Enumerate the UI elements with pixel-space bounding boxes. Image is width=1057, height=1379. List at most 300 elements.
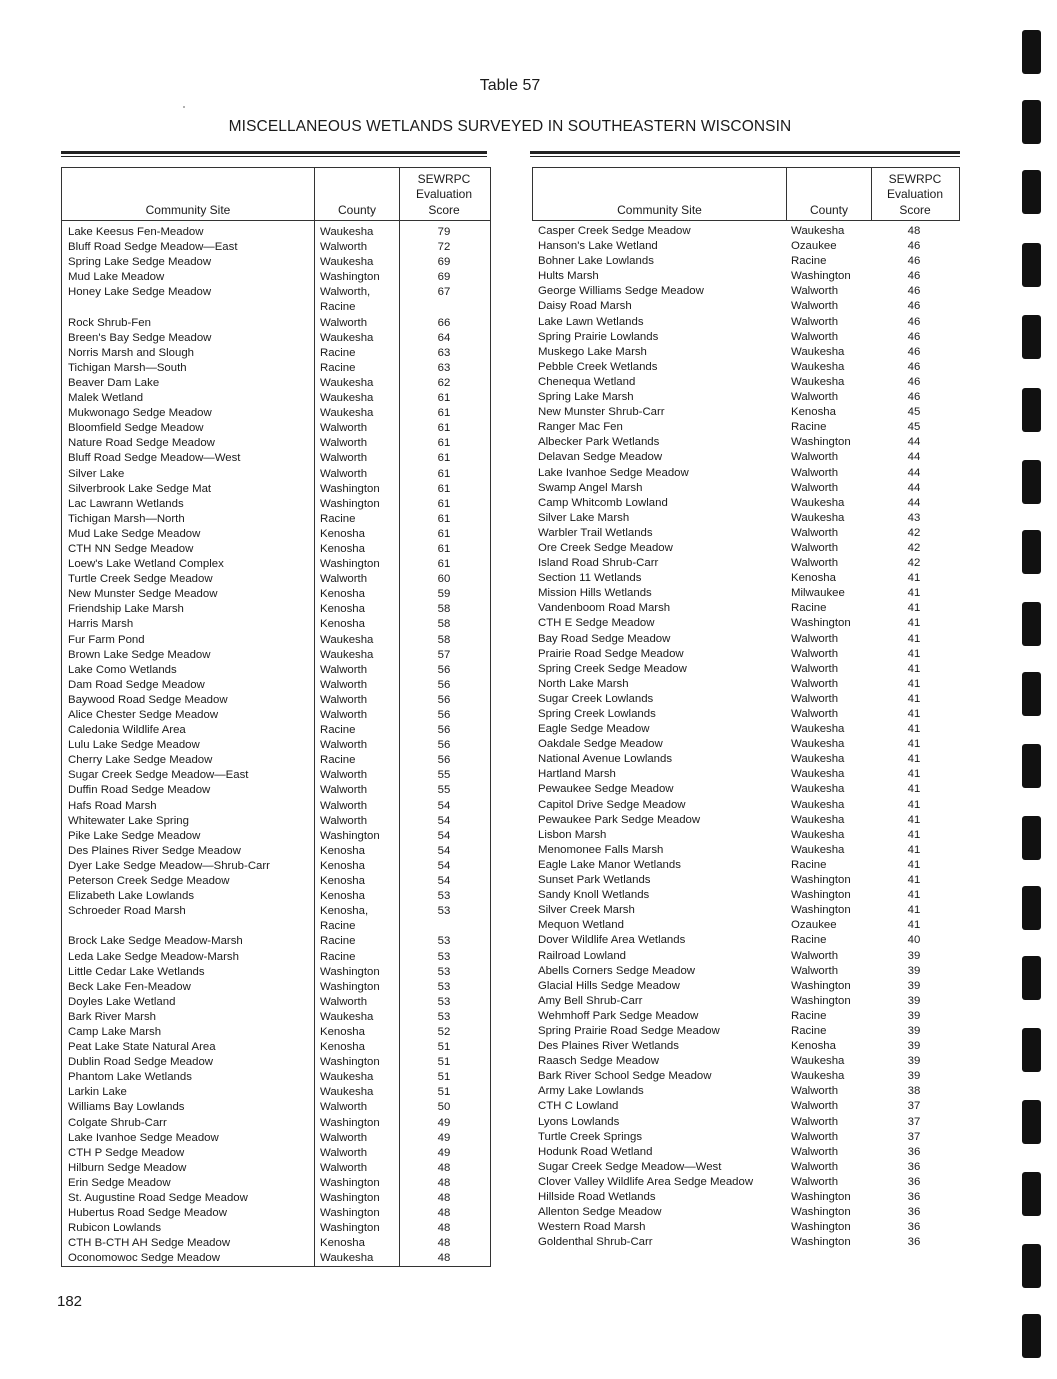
table-row: [62, 376, 490, 391]
table-row: [62, 587, 490, 602]
score-cell: 44: [907, 496, 921, 509]
score-cell: 48: [437, 1222, 451, 1235]
table-row: [62, 1251, 490, 1266]
score-cell: 56: [437, 663, 451, 676]
table-subtitle: MISCELLANEOUS WETLANDS SURVEYED IN SOUTHEASTERN WISCONSIN: [228, 118, 792, 135]
score-cell: 51: [437, 1071, 451, 1084]
county-cell: Washington: [791, 617, 851, 630]
county-cell: Waukesha: [791, 496, 845, 509]
table-row: [532, 632, 960, 647]
table-row: [62, 482, 490, 497]
score-cell: 61: [437, 422, 451, 435]
table-row: [532, 224, 960, 239]
right-col-divider-2: [871, 168, 872, 220]
county-cell: Waukesha: [791, 345, 845, 358]
binding-mark: [1022, 816, 1041, 860]
score-cell: 41: [907, 632, 921, 645]
site-cell: Menomonee Falls Marsh: [538, 843, 664, 856]
right-table-body: [532, 224, 960, 1250]
site-cell: St. Augustine Road Sedge Meadow: [68, 1192, 248, 1204]
score-cell: 61: [437, 452, 451, 465]
table-row: [532, 1130, 960, 1145]
county-cell: Walworth: [791, 557, 839, 570]
table-row: [532, 466, 960, 481]
score-cell: 61: [437, 482, 451, 495]
county-cell: Walworth: [320, 739, 368, 752]
score-cell: 61: [437, 392, 451, 405]
site-cell: Raasch Sedge Meadow: [538, 1055, 659, 1068]
score-cell: 61: [437, 542, 451, 555]
county-cell: Washington: [320, 497, 380, 510]
header-county: County: [809, 202, 849, 217]
county-cell: Waukesha: [320, 648, 374, 661]
county-cell: Kenosha: [320, 1025, 365, 1038]
site-cell: Silver Creek Marsh: [538, 904, 635, 917]
score-cell: 41: [907, 708, 921, 720]
site-cell: Lake Como Wetlands: [68, 663, 177, 676]
site-cell: Amy Bell Shrub-Carr: [538, 994, 643, 1007]
county-cell: Walworth: [791, 1130, 839, 1143]
table-row: [532, 299, 960, 314]
table-row: [532, 1205, 960, 1220]
county-cell: Ozaukee: [791, 919, 837, 932]
table-row: [532, 435, 960, 450]
score-cell: 41: [907, 647, 921, 660]
county-cell: Walworth: [320, 799, 368, 812]
county-cell: Walworth: [791, 708, 839, 720]
table-row: [62, 391, 490, 406]
county-cell: Washington: [320, 1056, 380, 1069]
county-cell: Walworth: [791, 541, 839, 554]
site-cell: Honey Lake Sedge Meadow: [68, 286, 212, 299]
score-cell: 61: [437, 497, 451, 510]
site-cell: Bark River School Sedge Meadow: [538, 1070, 712, 1083]
table-row: [62, 889, 490, 904]
table-row: [62, 1116, 490, 1131]
score-cell: 41: [907, 843, 921, 856]
county-cell: Waukesha: [791, 798, 845, 811]
table-row: [532, 722, 960, 737]
county-cell: Washington: [791, 874, 851, 887]
table-row: [532, 949, 960, 964]
score-cell: 41: [907, 889, 921, 902]
table-row: [62, 527, 490, 542]
score-cell: 44: [907, 481, 921, 494]
table-row: [62, 904, 490, 919]
table-row: [532, 1054, 960, 1069]
site-cell: Clover Valley Wildlife Area Sedge Meadow: [538, 1175, 754, 1188]
site-cell: Lac Lawrann Wetlands: [68, 497, 184, 510]
score-cell: 36: [907, 1236, 921, 1249]
score-cell: 48: [907, 225, 921, 237]
county-cell: Waukesha: [791, 843, 845, 856]
page-number: 182: [57, 1293, 83, 1310]
table-row: [62, 874, 490, 889]
table-row: [62, 436, 490, 451]
site-cell: Bay Road Sedge Meadow: [538, 632, 671, 645]
table-row: [532, 813, 960, 828]
table-row: [532, 888, 960, 903]
site-cell: Hillside Road Wetlands: [538, 1191, 656, 1203]
county-cell: Racine: [791, 255, 827, 268]
site-cell: Doyles Lake Wetland: [68, 995, 176, 1008]
site-cell: Peat Lake State Natural Area: [68, 1041, 216, 1054]
site-cell: Capitol Drive Sedge Meadow: [538, 798, 686, 811]
county-cell: Racine: [791, 602, 827, 615]
right-top-rule-thin: [530, 156, 960, 157]
score-cell: 56: [437, 693, 451, 706]
site-cell: Prairie Road Sedge Meadow: [538, 647, 684, 660]
score-cell: 46: [907, 391, 921, 404]
county-cell: Walworth: [320, 1161, 368, 1174]
site-cell: Hafs Road Marsh: [68, 799, 157, 812]
county-cell: Waukesha: [791, 360, 845, 373]
score-cell: 46: [907, 360, 921, 373]
binding-mark: [1022, 956, 1041, 1000]
county-cell: Walworth: [320, 1146, 368, 1159]
score-cell: 41: [907, 723, 921, 736]
table-row: [532, 556, 960, 571]
table-row: [532, 496, 960, 511]
score-cell: 46: [907, 345, 921, 358]
site-cell: Pewaukee Park Sedge Meadow: [538, 813, 701, 826]
county-cell: Waukesha: [320, 376, 374, 389]
score-cell: 48: [437, 1161, 451, 1174]
score-cell: 41: [907, 692, 921, 705]
score-cell: 41: [907, 783, 921, 796]
site-cell: Section 11 Wetlands: [538, 572, 642, 585]
table-row: [62, 844, 490, 859]
table-row: [62, 934, 490, 949]
table-row: [532, 254, 960, 269]
table-row: [532, 526, 960, 541]
site-cell: Mequon Wetland: [538, 919, 624, 932]
score-cell: 61: [437, 407, 451, 420]
county-cell: Racine: [791, 858, 827, 871]
score-cell: 46: [907, 315, 921, 328]
county-cell: Walworth: [791, 481, 839, 494]
site-cell: New Munster Shrub-Carr: [538, 406, 665, 419]
county-cell: Walworth: [791, 692, 839, 705]
table-row: [532, 767, 960, 782]
table-row: [532, 1235, 960, 1250]
site-cell: Hodunk Road Wetland: [538, 1145, 653, 1158]
score-cell: 39: [907, 949, 921, 962]
table-row: [62, 1085, 490, 1100]
site-cell: Lake Ivanhoe Sedge Meadow: [68, 1131, 219, 1144]
county-cell: Waukesha: [791, 828, 845, 841]
county-cell: Waukesha: [320, 633, 374, 646]
site-cell: Albecker Park Wetlands: [538, 436, 660, 449]
county-cell: Walworth: [791, 662, 839, 675]
site-cell: Oakdale Sedge Meadow: [538, 738, 663, 751]
county-cell: Racine: [320, 346, 356, 359]
score-cell: 39: [907, 1009, 921, 1022]
county-cell: Kenosha,: [320, 905, 369, 918]
table-row: [62, 1191, 490, 1206]
site-cell: Eagle Lake Manor Wetlands: [538, 858, 681, 871]
score-cell: 39: [907, 1024, 921, 1037]
county-cell: Kenosha: [320, 603, 365, 616]
county-cell: Kenosha: [320, 859, 365, 872]
site-cell: National Avenue Lowlands: [538, 753, 673, 766]
county-cell: Walworth: [320, 316, 368, 329]
score-cell: 56: [437, 678, 451, 691]
county-cell: Washington: [320, 1207, 380, 1220]
site-cell: George Williams Sedge Meadow: [538, 285, 704, 298]
score-cell: 72: [437, 241, 451, 254]
table-row: [532, 1175, 960, 1190]
table-row: [62, 738, 490, 753]
binding-mark: [1022, 602, 1041, 646]
score-cell: 45: [907, 421, 921, 434]
site-cell: Larkin Lake: [68, 1086, 127, 1099]
score-cell: 58: [437, 633, 451, 646]
binding-mark: [1022, 672, 1041, 716]
site-cell: Bloomfield Sedge Meadow: [68, 422, 204, 435]
county-cell: Kenosha: [320, 588, 365, 601]
binding-mark: [1022, 1100, 1041, 1144]
site-cell: Spring Lake Sedge Meadow: [68, 256, 212, 269]
score-cell: 41: [907, 572, 921, 585]
right-col-divider-1: [786, 168, 787, 220]
table-row: [62, 919, 490, 934]
county-cell: Racine: [320, 935, 356, 948]
site-cell: Rubicon Lowlands: [68, 1222, 162, 1235]
table-row: [532, 1145, 960, 1160]
table-row: [532, 1009, 960, 1024]
county-cell: Kenosha: [320, 1237, 365, 1250]
county-cell: Walworth: [320, 573, 368, 586]
site-cell: Silver Lake: [68, 467, 125, 480]
site-cell: Spring Prairie Road Sedge Meadow: [538, 1024, 720, 1037]
score-cell: 54: [437, 799, 451, 812]
table-row: [62, 950, 490, 965]
table-row: [532, 315, 960, 330]
table-row: [532, 1099, 960, 1114]
county-cell: Washington: [320, 1192, 380, 1204]
score-cell: 36: [907, 1175, 921, 1188]
score-cell: 57: [437, 648, 451, 661]
county-cell: Walworth: [791, 300, 839, 313]
county-cell: Kenosha: [320, 875, 365, 888]
site-cell: Mud Lake Sedge Meadow: [68, 527, 201, 540]
score-cell: 53: [437, 1010, 451, 1023]
score-cell: 63: [437, 346, 451, 359]
score-cell: 41: [907, 602, 921, 615]
score-cell: 48: [437, 1176, 451, 1189]
score-cell: 42: [907, 557, 921, 570]
site-cell: Pike Lake Sedge Meadow: [68, 829, 201, 842]
site-cell: Sugar Creek Lowlands: [538, 692, 654, 705]
table-row: [62, 633, 490, 648]
site-cell: Harris Marsh: [68, 618, 134, 631]
county-cell: Kenosha: [791, 572, 836, 585]
county-cell: Washington: [320, 965, 380, 978]
county-cell: Walworth: [320, 678, 368, 691]
score-cell: 54: [437, 859, 451, 872]
site-cell: Camp Whitcomb Lowland: [538, 496, 668, 509]
table-row: [532, 782, 960, 797]
table-row: [532, 1190, 960, 1205]
county-cell: Washington: [791, 904, 851, 917]
table-row: [62, 753, 490, 768]
score-cell: 36: [907, 1160, 921, 1173]
table-row: [532, 616, 960, 631]
score-cell: 44: [907, 451, 921, 464]
table-row: [62, 300, 490, 315]
site-cell: Nature Road Sedge Meadow: [68, 437, 215, 450]
table-row: [62, 995, 490, 1010]
score-cell: 66: [437, 316, 451, 329]
table-row: [62, 406, 490, 421]
table-row: [62, 859, 490, 874]
binding-mark: [1022, 1028, 1041, 1072]
table-row: [532, 918, 960, 933]
header-community-site: Community Site: [617, 202, 702, 217]
site-cell: Muskego Lake Marsh: [538, 345, 647, 358]
site-cell: Daisy Road Marsh: [538, 300, 632, 313]
county-cell: Waukesha: [791, 813, 845, 826]
score-cell: 41: [907, 919, 921, 932]
county-cell: Walworth: [791, 1160, 839, 1173]
county-cell: Racine: [791, 1009, 827, 1022]
table-row: [532, 601, 960, 616]
county-cell: Waukesha: [320, 1071, 374, 1084]
county-cell: Racine: [320, 754, 356, 767]
table-row: [532, 1115, 960, 1130]
site-cell: Loew's Lake Wetland Complex: [68, 558, 224, 571]
site-cell: Brock Lake Sedge Meadow-Marsh: [68, 935, 243, 948]
site-cell: Breen's Bay Sedge Meadow: [68, 331, 212, 344]
score-cell: 56: [437, 709, 451, 721]
site-cell: Sugar Creek Sedge Meadow—East: [68, 769, 249, 782]
site-cell: Brown Lake Sedge Meadow: [68, 648, 211, 661]
county-cell: Walworth: [320, 452, 368, 465]
site-cell: Mission Hills Wetlands: [538, 587, 652, 600]
score-cell: 54: [437, 814, 451, 827]
table-row: [62, 1100, 490, 1115]
site-cell: Silverbrook Lake Sedge Mat: [68, 482, 212, 495]
table-row: [532, 586, 960, 601]
county-cell: Racine: [791, 421, 827, 434]
table-row: [62, 1025, 490, 1040]
table-row: [62, 542, 490, 557]
county-cell: Washington: [320, 1176, 380, 1189]
binding-mark: [1022, 1244, 1041, 1288]
site-cell: Spring Prairie Lowlands: [538, 330, 659, 343]
score-cell: 39: [907, 1040, 921, 1053]
site-cell: Little Cedar Lake Wetlands: [68, 965, 205, 978]
county-cell: Walworth: [791, 1085, 839, 1098]
binding-mark: [1022, 30, 1041, 74]
table-row: [532, 964, 960, 979]
score-cell: 41: [907, 904, 921, 917]
score-cell: 41: [907, 587, 921, 600]
table-row: [62, 1040, 490, 1055]
table-row: [532, 873, 960, 888]
table-row: [532, 979, 960, 994]
score-cell: 56: [437, 754, 451, 767]
site-cell: Des Plaines River Wetlands: [538, 1040, 679, 1053]
right-table-header: [533, 168, 959, 221]
county-cell: Walworth: [791, 949, 839, 962]
county-cell: Walworth: [791, 526, 839, 539]
binding-mark: [1022, 170, 1041, 214]
county-cell: Kenosha: [320, 890, 365, 903]
county-cell: Washington: [791, 979, 851, 992]
table-row: [532, 511, 960, 526]
county-cell: Walworth: [320, 663, 368, 676]
table-row: [62, 331, 490, 346]
county-cell: Milwaukee: [791, 587, 845, 600]
county-cell: Walworth: [791, 466, 839, 479]
score-cell: 42: [907, 526, 921, 539]
table-row: [532, 345, 960, 360]
county-cell: Waukesha: [320, 256, 374, 269]
county-cell: Walworth,: [320, 286, 371, 299]
county-cell: Walworth: [320, 814, 368, 827]
site-cell: Camp Lake Marsh: [68, 1025, 162, 1038]
score-cell: 43: [907, 511, 921, 524]
score-cell: 55: [437, 784, 451, 797]
score-cell: 61: [437, 558, 451, 571]
site-cell: Mud Lake Meadow: [68, 271, 165, 284]
county-cell: Walworth: [320, 1131, 368, 1144]
site-cell: Ore Creek Sedge Meadow: [538, 541, 673, 554]
county-cell: Walworth: [320, 437, 368, 450]
site-cell: Duffin Road Sedge Meadow: [68, 784, 211, 797]
score-cell: 41: [907, 874, 921, 887]
county-cell: Racine: [320, 920, 356, 933]
table-row: [532, 405, 960, 420]
county-cell: Washington: [791, 1191, 851, 1203]
site-cell: Island Road Shrub-Carr: [538, 557, 659, 570]
score-cell: 58: [437, 618, 451, 631]
site-cell: Spring Lake Marsh: [538, 391, 634, 404]
table-row: [62, 1206, 490, 1221]
table-row: [62, 467, 490, 482]
table-row: [62, 678, 490, 693]
table-row: [532, 330, 960, 345]
county-cell: Washington: [320, 1222, 380, 1235]
county-cell: Waukesha: [791, 783, 845, 796]
score-cell: 50: [437, 1101, 451, 1114]
county-cell: Walworth: [320, 995, 368, 1008]
site-cell: Vandenboom Road Marsh: [538, 602, 671, 615]
table-row: [532, 420, 960, 435]
score-cell: 41: [907, 738, 921, 751]
site-cell: Schroeder Road Marsh: [68, 905, 186, 918]
county-cell: Walworth: [791, 285, 839, 298]
table-row: [62, 421, 490, 436]
table-title: Table 57: [479, 77, 541, 94]
site-cell: Friendship Lake Marsh: [68, 603, 184, 616]
site-cell: Spring Creek Lowlands: [538, 708, 656, 720]
table-row: [532, 360, 960, 375]
county-cell: Waukesha: [320, 331, 374, 344]
site-cell: Hartland Marsh: [538, 768, 616, 781]
site-cell: Whitewater Lake Spring: [68, 814, 189, 827]
score-cell: 48: [437, 1192, 451, 1204]
score-cell: 42: [907, 541, 921, 554]
score-cell: 69: [437, 271, 451, 284]
score-cell: 37: [907, 1130, 921, 1143]
county-cell: Ozaukee: [791, 240, 837, 253]
table-row: [62, 1161, 490, 1176]
score-cell: 36: [907, 1191, 921, 1203]
score-cell: 79: [437, 226, 451, 238]
